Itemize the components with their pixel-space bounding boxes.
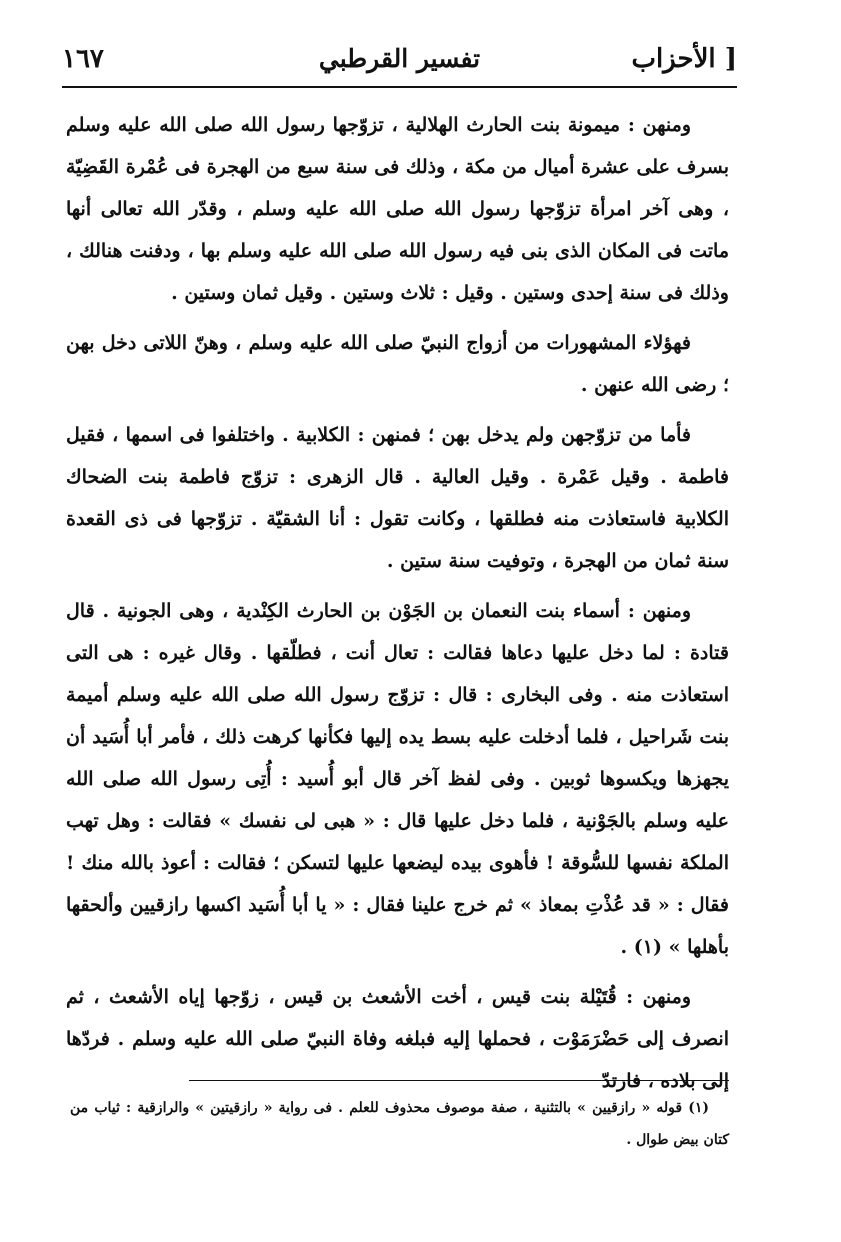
body-text <box>66 104 729 1110</box>
paragraph-asma-jawniya: ومنهن : أسماء بنت النعمان بن الجَوْن بن الحارث الكِنْدية ، وهى الجونية . قال قتادة : لما دخل عليها دعاها فقالت : تعال أنت ، فطلّقها . وقال غيره : هى التى استعاذت منه . وفى البخارى : قال : تزوّج رسول الله صلى الله عليه وسلم أميمة بنت شَراحيل ، فلما أدخلت عليه بسط يده إليها فكأنها كرهت ذلك ، فأمر أبا أُسَيد أن يجهزها ويكسوها ثوبين . وفى لفظ آخر قال أبو أُسيد : أُتِى رسول الله صلى الله عليه وسلم بالجَوْنية ، فلما دخل عليها قال : « هبى لى نفسك » فقالت : وهل تهب الملكة نفسها للسُّوقة ! فأهوى بيده ليضعها عليها لتسكن ؛ فقالت : أعوذ بالله منك ! فقال : « قد عُذْتِ بمعاذ » ثم خرج علينا فقال : « يا أبا أُسَيد اكسها رازقيين وألحقها بأهلها » (١) . <box>66 600 729 958</box>
footnote-rule <box>189 1080 729 1081</box>
paragraph-kilabiya: فأما من تزوّجهن ولم يدخل بهن ؛ فمنهن : الكلابية . واختلفوا فى اسمها ، فقيل فاطمة . وقيل عَمْرة . وقيل العالية . قال الزهرى : تزوّج فاطمة بنت الضحاك الكلابية فاستعاذت منه فطلقها ، وكانت تقول : أنا الشقيّة . تزوّجها فى ذى القعدة سنة ثمان من الهجرة ، وتوفيت سنة ستين . <box>66 424 729 572</box>
page-header <box>62 40 737 86</box>
header-rule <box>62 86 737 88</box>
paragraph-maymuna: ومنهن : ميمونة بنت الحارث الهلالية ، تزوّجها رسول الله صلى الله عليه وسلم بسرف على عشرة أميال من مكة ، وذلك فى سنة سبع من الهجرة فى عُمْرة القَضِيّة ، وهى آخر امرأة تزوّجها رسول الله صلى الله عليه وسلم ، وقدّر الله تعالى أنها ماتت فى المكان الذى بنى فيه رسول الله صلى الله عليه وسلم بها ، ودفنت هنالك ، وذلك فى سنة إحدى وستين . وقيل : ثلاث وستين . وقيل ثمان وستين . <box>66 114 729 304</box>
footnote-text: (١) قوله « رازقيين » بالتثنية ، صفة موصوف محذوف للعلم . فى رواية « رازقيتين » والرازقية : ثياب من كتان بيض طوال . <box>70 1100 729 1148</box>
paragraph-qutayla: ومنهن : قُتَيْلة بنت قيس ، أخت الأشعث بن قيس ، زوّجها إياه الأشعث ، ثم انصرف إلى حَضْرَمَوْت ، فحملها إليه فبلغه وفاة النبيّ صلى الله عليه وسلم . فردّها إلى بلاده ، فارتدّ <box>66 986 729 1092</box>
surah-name: [ الأحزاب <box>631 44 737 74</box>
page-number: ١٦٧ <box>62 44 104 74</box>
footnote <box>70 1092 729 1156</box>
paragraph-summary: فهؤلاء المشهورات من أزواج النبيّ صلى الله عليه وسلم ، وهنّ اللاتى دخل بهن ؛ رضى الله عنهن . <box>66 332 729 396</box>
running-title: تفسير القرطبي <box>318 44 481 73</box>
